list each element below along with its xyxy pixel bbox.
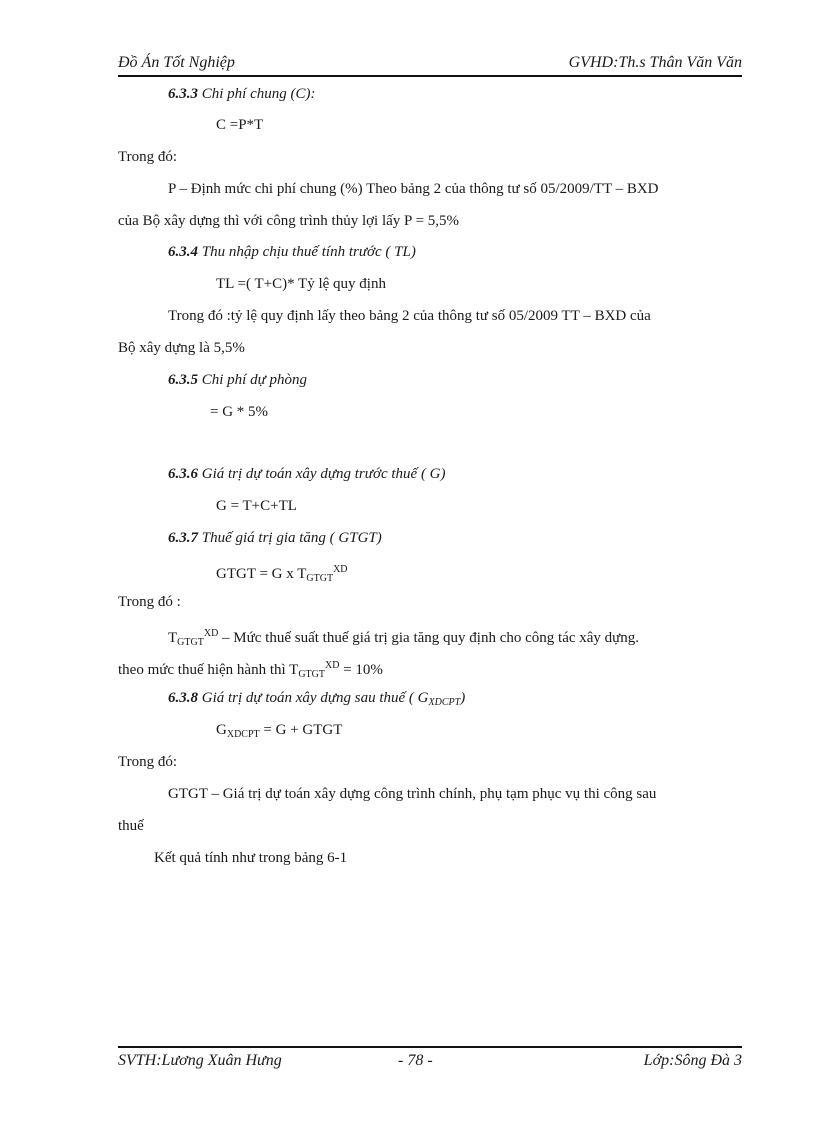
section-number: 6.3.7: [168, 530, 198, 546]
definition-text: theo mức thuế hiện hành thì T: [118, 662, 299, 678]
formula-text: = G + GTGT: [259, 722, 343, 738]
section-title: Chi phí dự phòng: [201, 372, 308, 388]
header-right: GVHD:Th.s Thân Văn Văn: [568, 54, 742, 71]
section-6-3-5-heading: [168, 371, 307, 389]
formula-text: GTGT = G x T: [216, 566, 307, 582]
formula-c: C =P*T: [216, 117, 264, 133]
section-6-3-4-heading: [168, 243, 416, 261]
formula-dp: = G * 5%: [210, 404, 269, 420]
subscript: XDCPT: [428, 697, 461, 708]
symbol-g: G: [216, 722, 227, 738]
footer-left: SVTH:Lương Xuân Hưng: [118, 1052, 282, 1069]
text-gtgt-line2: thuế: [118, 818, 144, 834]
section-title: Giá trị dự toán xây dựng sau thuế ( G: [201, 690, 429, 706]
section-6-3-8-heading: [168, 689, 465, 712]
footer-rule: [118, 1046, 742, 1048]
section-number: 6.3.3: [168, 86, 198, 102]
section-title-end: ): [460, 690, 466, 706]
formula-g: G = T+C+TL: [216, 498, 297, 514]
result-text: Kết quả tính như trong bảng 6-1: [154, 850, 348, 866]
subscript: GTGT: [177, 637, 204, 648]
section-title: Chi phí chung (C):: [201, 86, 316, 102]
subscript: XDCPT: [226, 729, 260, 740]
header-rule: [118, 75, 742, 77]
where-label: Trong đó:: [118, 149, 178, 165]
where-label: Trong đó:: [118, 754, 178, 770]
text-p-line2: của Bộ xây dựng thì với công trình thủy lợi lấy P = 5,5%: [118, 213, 460, 229]
page-header: [118, 54, 742, 72]
text-tl-line2: Bộ xây dựng là 5,5%: [118, 340, 245, 356]
section-number: 6.3.6: [168, 466, 198, 482]
section-title: Giá trị dự toán xây dựng trước thuế ( G): [201, 466, 446, 482]
subscript: GTGT: [306, 573, 334, 584]
text-p-line1: P – Định mức chi phí chung (%) Theo bảng 2 của thông tư số 05/2009/TT – BXD: [168, 181, 659, 197]
where-label: Trong đó :: [118, 594, 181, 610]
formula-gxdcpt: [216, 721, 342, 744]
superscript: XD: [203, 628, 219, 639]
section-6-3-7-heading: [168, 529, 382, 547]
superscript: XD: [333, 564, 348, 575]
section-number: 6.3.5: [168, 372, 198, 388]
subscript: GTGT: [298, 669, 325, 680]
section-number: 6.3.8: [168, 690, 198, 706]
text-tl-line1: Trong đó :tỷ lệ quy định lấy theo bảng 2 của thông tư số 05/2009 TT – BXD của: [168, 308, 651, 324]
section-title: Thu nhập chịu thuế tính trước ( TL): [201, 244, 416, 260]
text-gtgt-def-line2: [118, 657, 383, 684]
page-footer: [118, 1052, 742, 1070]
superscript: XD: [325, 660, 340, 671]
definition-text: = 10%: [339, 662, 383, 678]
header-left: Đồ Án Tốt Nghiệp: [118, 54, 235, 71]
symbol-t: T: [168, 630, 178, 646]
definition-text: – Mức thuế suất thuế giá trị gia tăng quy định cho công tác xây dựng.: [218, 630, 640, 646]
page-number: - 78 -: [398, 1052, 433, 1069]
section-title: Thuế giá trị gia tăng ( GTGT): [201, 530, 382, 546]
footer-right: Lớp:Sông Đà 3: [643, 1052, 742, 1069]
section-6-3-6-heading: [168, 465, 446, 483]
formula-tl: TL =( T+C)* Tỷ lệ quy định: [216, 276, 386, 292]
text-gtgt-line1: GTGT – Giá trị dự toán xây dựng công trình chính, phụ tạm phục vụ thi công sau: [168, 786, 657, 802]
section-6-3-3-heading: [168, 85, 316, 103]
formula-gtgt: [216, 561, 348, 588]
text-gtgt-def-line1: [168, 625, 639, 652]
section-number: 6.3.4: [168, 244, 198, 260]
